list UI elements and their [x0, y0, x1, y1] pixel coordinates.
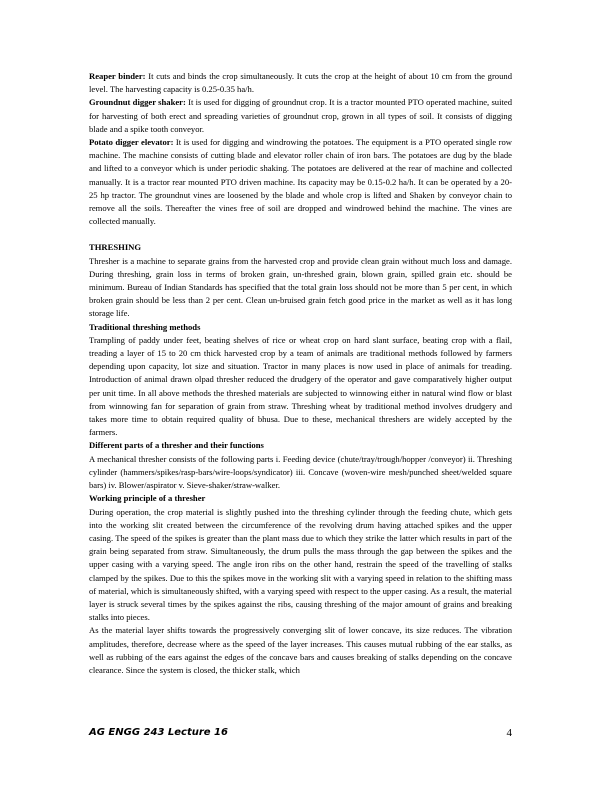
text-reaper-binder: It cuts and binds the crop simultaneously. It cuts the crop at the height of about 10 cm from the ground level. The harvesting capacity is 0.25-0.35 ha/h.: [89, 71, 512, 95]
footer-title: AG ENGG 243 Lecture 16: [89, 727, 228, 738]
text-groundnut-digger: It is used for digging of groundnut crop. It is a tractor mounted PTO operated machine, suited for harvesting of both erect and spreading varieties of groundnut crop, grown in all types of soil. It consists of digging blade and a spike tooth conveyor.: [89, 97, 512, 134]
heading-threshing: THRESHING: [89, 242, 142, 253]
section-gap: [89, 228, 512, 241]
text-potato-digger: It is used for digging and windrowing the potatoes. The equipment is a PTO operated single row machine. The machine consists of cutting blade and elevator roller chain of iron bars. The potatoes are dug by the blade and lifted to a conveyor which is under periodic shaking. The potatoes are delivered at the rear of machine and collected manually. It is a tractor rear mounted PTO driven machine. Its capacity may be 0.15-0.2 ha/h. It can be operated by a 20-25 hp tractor. The groundnut vines are loosened by the blade and whole crop is lifted and Shaken by conveyor chain to remove all the soils. Thereafter the vines free of soil are dropped and windrowed behind the machine. The vines are collected manually.: [89, 137, 513, 227]
paragraph-traditional-methods: Trampling of paddy under feet, beating shelves of rice or wheat crop on hard slant surface, beating crop with a flail, treading a layer of 15 to 20 cm thick harvested crop by a team of animals are traditional methods followed by farmers depending upon capacity, lot size and situation. Tractor in many places is now used in place of animals for treading. Introduction of animal drawn olpad thresher reduced the drudgery of the operator and gave comparatively higher output per unit time. In all above methods the threshed materials are subjected to winnowing either in natural wind flow or blast from winnowing fan for separation of grain from straw. Threshing wheat by traditional method involves drudgery and takes more time to obtain required quality of bhusa. Due to these, mechanical threshers are widely accepted by the farmers.: [89, 334, 512, 438]
paragraph-reaper-binder: [89, 70, 512, 96]
heading-traditional-methods: Traditional threshing methods: [89, 321, 201, 332]
page-number: 4: [506, 727, 512, 739]
heading-thresher-parts: Different parts of a thresher and their functions: [89, 440, 264, 451]
document-body: [89, 70, 512, 677]
page-footer: [89, 727, 512, 743]
paragraph-threshing: Thresher is a machine to separate grains from the harvested crop and provide clean grain without much loss and damage. During threshing, grain loss in terms of broken grain, un-threshed grain, blown grain, spilled grain etc. should be minimum. Bureau of Indian Standards has specified that the total grain loss should not be more than 5 per cent, in which broken grain should be less than 2 per cent. Clean un-bruised grain fetch good price in the market as well as it has long storage life.: [89, 255, 512, 319]
paragraph-working-principle-continued: As the material layer shifts towards the progressively converging slit of lower concave, its size reduces. The vibration amplitudes, therefore, decrease where as the speed of the layer increases. This causes mutual rubbing of the ear stalks, as well as rubbing of the ears against the edges of the concave bars and causes breaking of stalks depending on the concave clearance. Since the system is closed, the thicker stalk, which: [89, 625, 512, 675]
term-potato-digger: Potato digger elevator:: [89, 137, 174, 148]
paragraph-potato-digger: [89, 136, 512, 228]
heading-working-principle: Working principle of a thresher: [89, 493, 206, 504]
paragraph-working-principle: During operation, the crop material is slightly pushed into the threshing cylinder through the feeding chute, which gets into the working slit created between the circumference of the revolving drum having attached spikes and the upper casing. The speed of the spikes is greater than the plant mass due to which they strike the latter which results in part of the grain being separated from straw. Simultaneously, the drum pulls the mass through the gap between the spikes and the upper casing with a varying speed. The angle iron ribs on the other hand, restrain the speed of the travelling of stalks clamped by the spikes. Due to this the spikes move in the working slit with a varying speed in relation to the shifting mass of material, which is simultaneously shifted, with a varying speed with respect to the upper casing. As a result, the material layer is struck several times by the spikes against the ribs, causing threshing of the major amount of grains and breaking stalks into pieces.: [89, 506, 512, 623]
term-reaper-binder: Reaper binder:: [89, 71, 146, 81]
term-groundnut-digger: Groundnut digger shaker:: [89, 97, 186, 108]
paragraph-groundnut-digger: [89, 96, 512, 136]
paragraph-thresher-parts: A mechanical thresher consists of the following parts i. Feeding device (chute/tray/trough/hopper /conveyor) ii. Threshing cylinder (hammers/spikes/rasp-bars/wire-loops/syndicator) iii. Concave (woven-wire mesh/punched sheet/welded square bars) iv. Blower/aspirator v. Sieve-shaker/straw-walker.: [89, 453, 512, 491]
